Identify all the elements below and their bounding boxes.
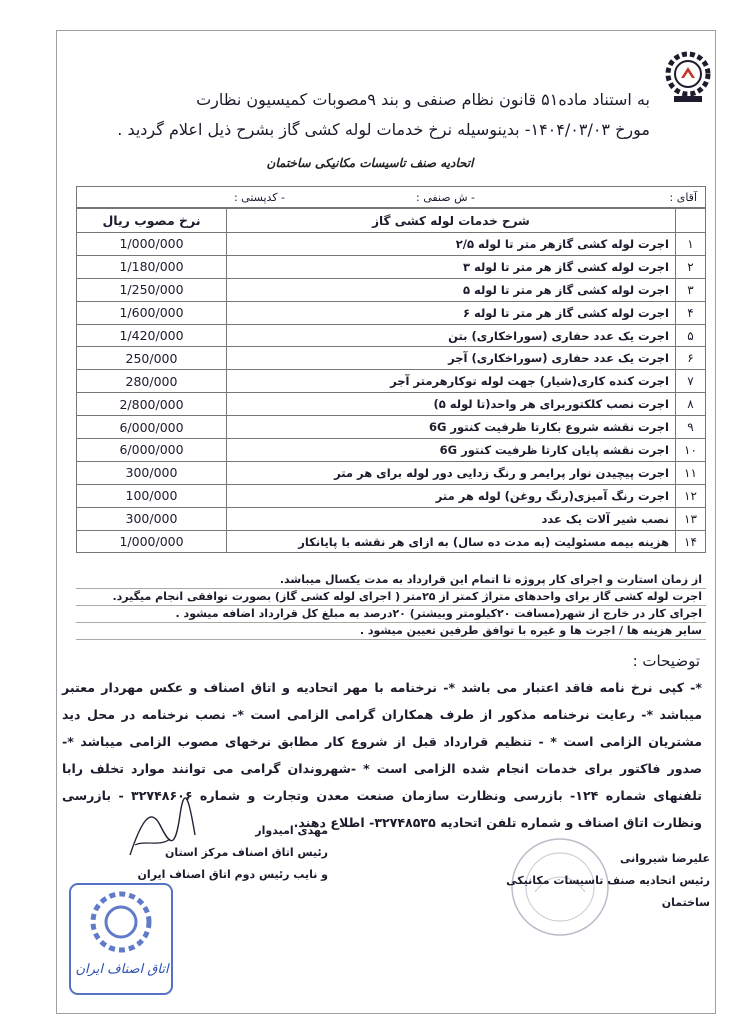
intro-text (80, 85, 650, 145)
note-item: سایر هزینه ها / اجرت ها و غیره با توافق طرفین تعیین میشود . (76, 623, 706, 640)
service-description: اجرت پیچیدن نوار پرایمر و رنگ زدایی دور لوله برای هر متر (227, 461, 676, 484)
service-description: اجرت لوله کشی گاز هر متر تا لوله ۶ (227, 301, 676, 324)
table-row (77, 393, 706, 416)
service-description: اجرت لوله کشی گازهر متر تا لوله ۲/۵ (227, 233, 676, 256)
table-row (77, 301, 706, 324)
intro-line-1: به استناد ماده۵۱ قانون نظام صنفی و بند ۹مصوبات کمیسیون نظارت (196, 90, 650, 109)
postal-code-label: - کدپستی : (233, 191, 285, 204)
intro-line-2: مورخ ۱۴۰۴/۰۳/۰۳- بدینوسیله نرخ خدمات لوله کشی گاز بشرح ذیل اعلام گردید . (117, 120, 650, 139)
service-price: 6/000/000 (77, 439, 227, 462)
notes-block (76, 572, 706, 640)
table-row (77, 278, 706, 301)
service-price: 300/000 (77, 461, 227, 484)
table-row (77, 255, 706, 278)
service-description: نصب شیر آلات یک عدد (227, 507, 676, 530)
table-row (77, 416, 706, 439)
explanations-body: *- کپی نرخ نامه فاقد اعتبار می باشد *- نرخنامه با مهر اتحادیه و اتاق اصناف و عکس مهردار معتبر میباشد *- رعایت نرخنامه مذکور از طرف همکاران گرامی الزامی است *- نصب نرخنامه در محل دید مشتریان الزامی است * - تنظیم قرارداد قبل از شروع کار مطابق نرخهای مصوب الزامی میباشد *- صدور فاکتور برای خدمات انجام شده الزامی است * -شهروندان گرامی می توانند موارد تخلف رابا تلفنهای شماره ۱۲۴- بازرسی ونظارت سازمان صنعت معدن وتجارت و شماره ۳۲۷۴۸۶۰۶ - بازرسی ونظارت اتاق اصناف و شماره تلفن اتحادیه ۳۲۷۴۸۵۳۵- اطلاع دهند. (62, 680, 702, 830)
service-description: اجرت لوله کشی گاز هر متر تا لوله ۳ (227, 255, 676, 278)
customer-info-row (76, 186, 706, 208)
service-description: اجرت یک عدد حفاری (سوراخکاری) بتن (227, 324, 676, 347)
row-number: ۲ (676, 255, 706, 278)
note-item: اجرت لوله کشی گاز برای واحدهای متراژ کمتر از ۲۵متر ( اجرای لوله کشی گاز) بصورت توافقی انجام میگیرد. (76, 589, 706, 606)
service-description: اجرت رنگ آمیزی(رنگ روغن) لوله هر متر (227, 484, 676, 507)
header-description: شرح خدمات لوله کشی گاز (227, 209, 676, 233)
service-price: 1/250/000 (77, 278, 227, 301)
row-number: ۱۱ (676, 461, 706, 484)
signer-right-name: علیرضا شیروانی (620, 852, 710, 865)
service-description: اجرت کنده کاری(شیار) جهت لوله توکارهرمتر آجر (227, 370, 676, 393)
table-row (77, 324, 706, 347)
table-row (77, 461, 706, 484)
row-number: ۵ (676, 324, 706, 347)
service-price: 1/180/000 (77, 255, 227, 278)
service-price: 1/000/000 (77, 233, 227, 256)
mr-label: آقای : (669, 191, 697, 204)
service-price: 2/800/000 (77, 393, 227, 416)
service-description: اجرت نقشه شروع بکارتا ظرفیت کنتور 6G (227, 416, 676, 439)
service-price: 1/000/000 (77, 530, 227, 553)
row-number: ۱ (676, 233, 706, 256)
row-number: ۳ (676, 278, 706, 301)
chamber-stamp-icon (66, 880, 176, 998)
price-table (76, 208, 706, 553)
service-price: 250/000 (77, 347, 227, 370)
table-row (77, 370, 706, 393)
service-price: 100/000 (77, 484, 227, 507)
row-number: ۱۲ (676, 484, 706, 507)
service-price: 300/000 (77, 507, 227, 530)
row-number: ۸ (676, 393, 706, 416)
service-description: هزینه بیمه مسئولیت (به مدت ده سال) به ازای هر نقشه با پایانکار (227, 530, 676, 553)
union-title: اتحادیه صنف تاسیسات مکانیکی ساختمان (266, 156, 474, 170)
row-number: ۶ (676, 347, 706, 370)
signature-left (78, 820, 328, 886)
explanations-title: توضیحات : (632, 652, 700, 670)
header-number (676, 209, 706, 233)
chamber-stamp-label: اتاق اصناف ایران (75, 962, 169, 977)
note-item: از زمان استارت و اجرای کار پروژه تا اتمام این قرارداد به مدت یکسال میباشد. (76, 572, 706, 589)
service-description: اجرت نصب کلکتوربرای هر واحد(تا لوله ۵) (227, 393, 676, 416)
note-item: اجرای کار در خارج از شهر(مسافت ۲۰کیلومتر وبیشتر) ۲۰درصد به مبلغ کل قرارداد اضافه میشود . (76, 606, 706, 623)
service-price: 1/420/000 (77, 324, 227, 347)
service-description: اجرت یک عدد حفاری (سوراخکاری) آجر (227, 347, 676, 370)
row-number: ۷ (676, 370, 706, 393)
signer-right-title: رئیس اتحادیه صنف تاسیسات مکانیکی ساختمان (506, 874, 710, 909)
row-number: ۱۳ (676, 507, 706, 530)
table-row (77, 484, 706, 507)
guild-id-label: - ش صنفی : (416, 191, 475, 204)
service-price: 280/000 (77, 370, 227, 393)
signature-right (470, 848, 710, 914)
service-price: 1/600/000 (77, 301, 227, 324)
table-row (77, 439, 706, 462)
row-number: ۱۴ (676, 530, 706, 553)
signer-left-title: رئیس اتاق اصناف مرکز استان (165, 846, 328, 859)
table-header-row (77, 209, 706, 233)
table-row (77, 347, 706, 370)
table-row (77, 233, 706, 256)
service-price: 6/000/000 (77, 416, 227, 439)
table-row (77, 530, 706, 553)
header-price: نرخ مصوب ریال (77, 209, 227, 233)
union-logo-icon (664, 48, 712, 106)
row-number: ۴ (676, 301, 706, 324)
signer-left-name: مهدی امیدوار (255, 824, 328, 837)
service-description: اجرت لوله کشی گاز هر متر تا لوله ۵ (227, 278, 676, 301)
signer-left-title-2: و نایب رئیس دوم اتاق اصناف ایران (137, 868, 328, 881)
service-description: اجرت نقشه پایان کارتا ظرفیت کنتور 6G (227, 439, 676, 462)
row-number: ۹ (676, 416, 706, 439)
table-row (77, 507, 706, 530)
row-number: ۱۰ (676, 439, 706, 462)
